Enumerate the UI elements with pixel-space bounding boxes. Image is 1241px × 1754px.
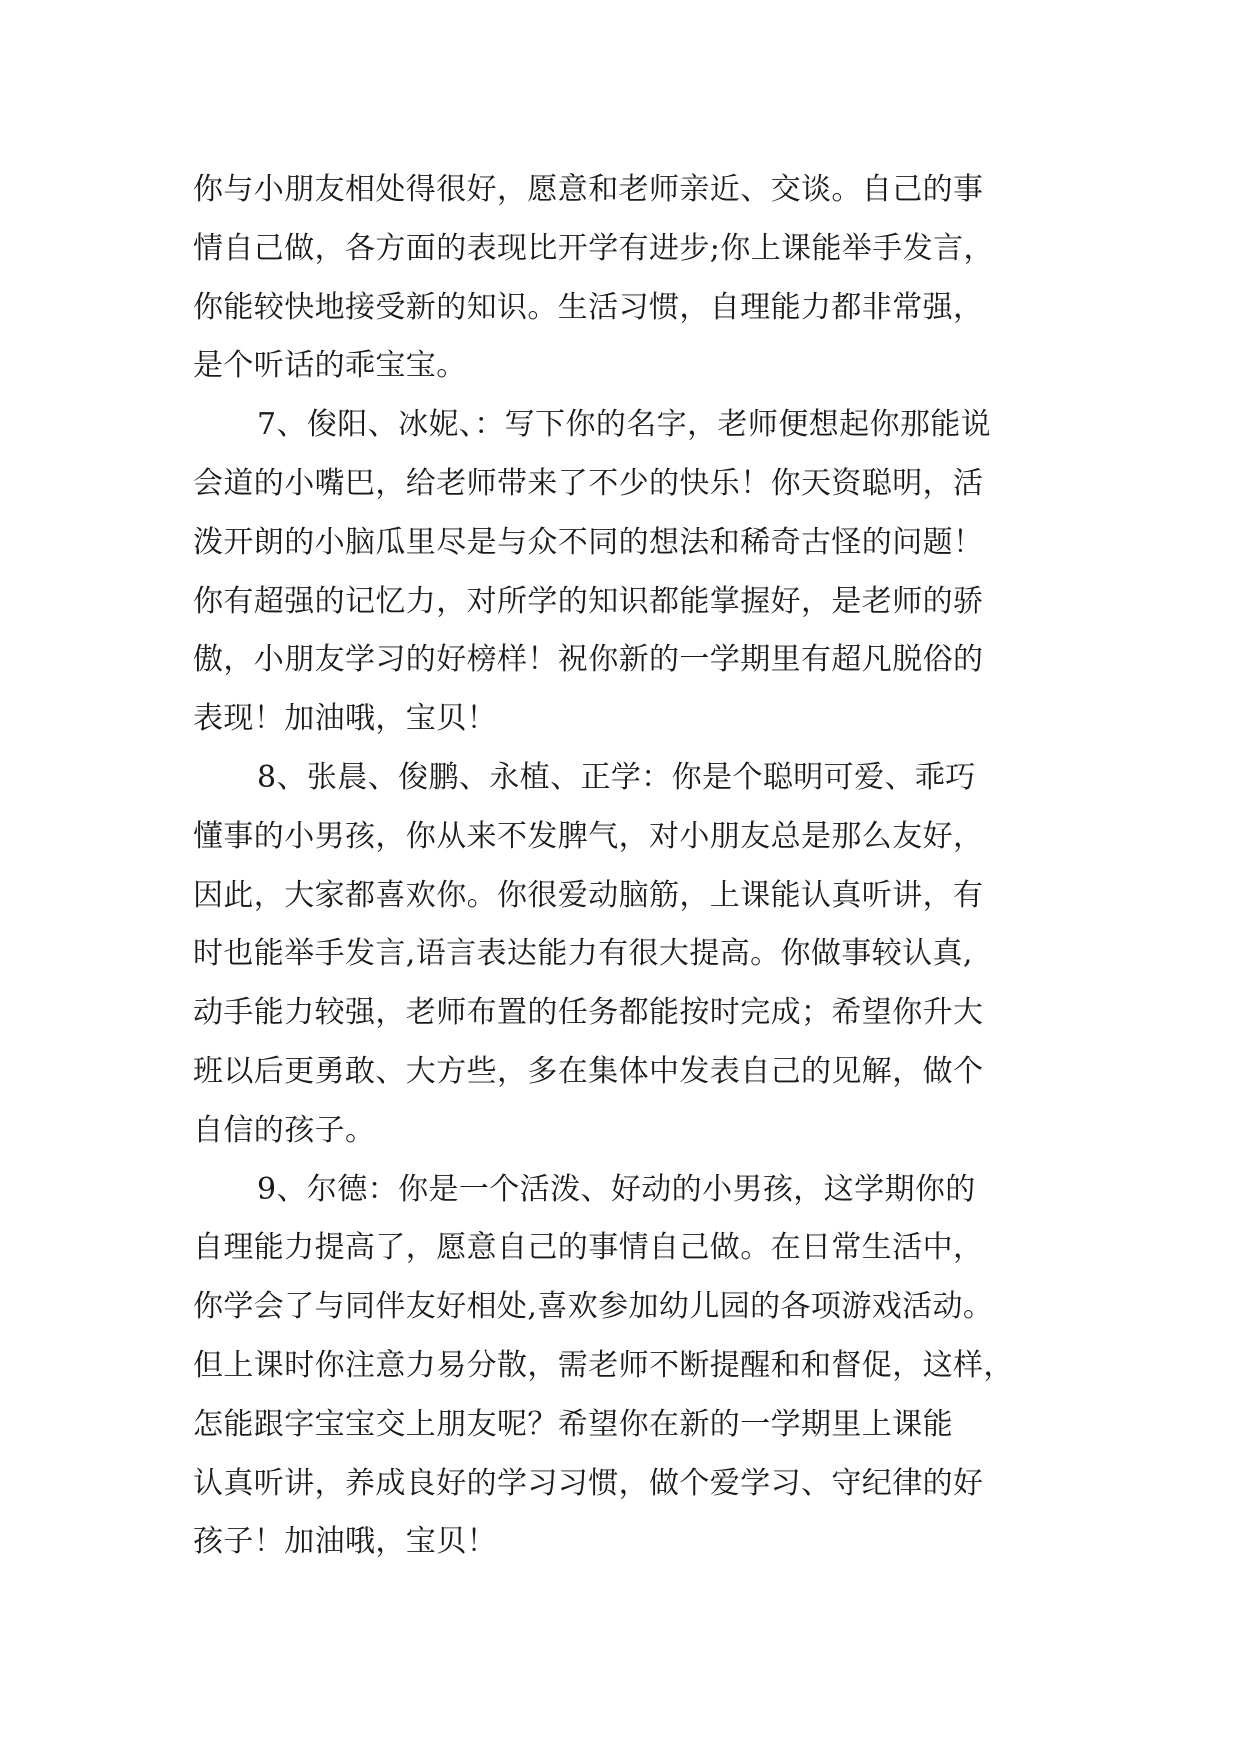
paragraph-intro	[193, 161, 1053, 396]
text-line: 班以后更勇敢、大方些，多在集体中发表自己的见解，做个	[193, 1053, 984, 1089]
text-line: 自理能力提高了，愿意自己的事情自己做。在日常生活中，	[193, 1230, 984, 1266]
text-line: 懂事的小男孩，你从来不发脾气，对小朋友总是那么友好，	[193, 818, 984, 854]
paragraph-8	[193, 749, 1053, 1161]
text-line: 你学会了与同伴友好相处,喜欢参加幼儿园的各项游戏活动。	[193, 1289, 994, 1325]
text-line: 怎能跟字宝宝交上朋友呢？希望你在新的一学期里上课能	[193, 1406, 953, 1442]
text-line: 表现！加油哦，宝贝！	[193, 701, 497, 737]
text-line: 时也能举手发言,语言表达能力有很大提高。你做事较认真,	[193, 936, 973, 972]
document-body	[193, 161, 1053, 1572]
text-line: 会道的小嘴巴，给老师带来了不少的快乐！你天资聪明，活	[193, 465, 984, 501]
text-line: 9、尔德：你是一个活泼、好动的小男孩，这学期你的	[257, 1171, 976, 1207]
text-line: 自信的孩子。	[193, 1112, 376, 1148]
text-line: 动手能力较强，老师布置的任务都能按时完成；希望你升大	[193, 995, 984, 1031]
paragraph-9	[193, 1161, 1053, 1573]
text-line: 你有超强的记忆力，对所学的知识都能掌握好，是老师的骄	[193, 583, 984, 619]
text-line: 认真听讲，养成良好的学习习惯，做个爱学习、守纪律的好	[193, 1465, 984, 1501]
text-line: 你与小朋友相处得很好，愿意和老师亲近、交谈。自己的事	[193, 172, 984, 207]
text-line: 你能较快地接受新的知识。生活习惯，自理能力都非常强，	[193, 289, 984, 325]
text-line: 孩子！加油哦，宝贝！	[193, 1524, 497, 1560]
text-line: 因此，大家都喜欢你。你很爱动脑筋，上课能认真听讲，有	[193, 877, 984, 913]
text-line: 泼开朗的小脑瓜里尽是与众不同的想法和稀奇古怪的问题！	[193, 524, 984, 560]
text-line: 傲，小朋友学习的好榜样！祝你新的一学期里有超凡脱俗的	[193, 642, 984, 678]
text-line: 7、俊阳、冰妮、：写下你的名字，老师便想起你那能说	[257, 407, 992, 443]
paragraph-7	[193, 396, 1053, 749]
text-line: 是个听话的乖宝宝。	[193, 348, 467, 384]
text-line: 情自己做，各方面的表现比开学有进步;你上课能举手发言，	[193, 230, 994, 266]
text-line: 但上课时你注意力易分散，需老师不断提醒和和督促，这样，	[193, 1347, 1014, 1383]
text-line: 8、张晨、俊鹏、永植、正学：你是个聪明可爱、乖巧	[257, 759, 976, 795]
